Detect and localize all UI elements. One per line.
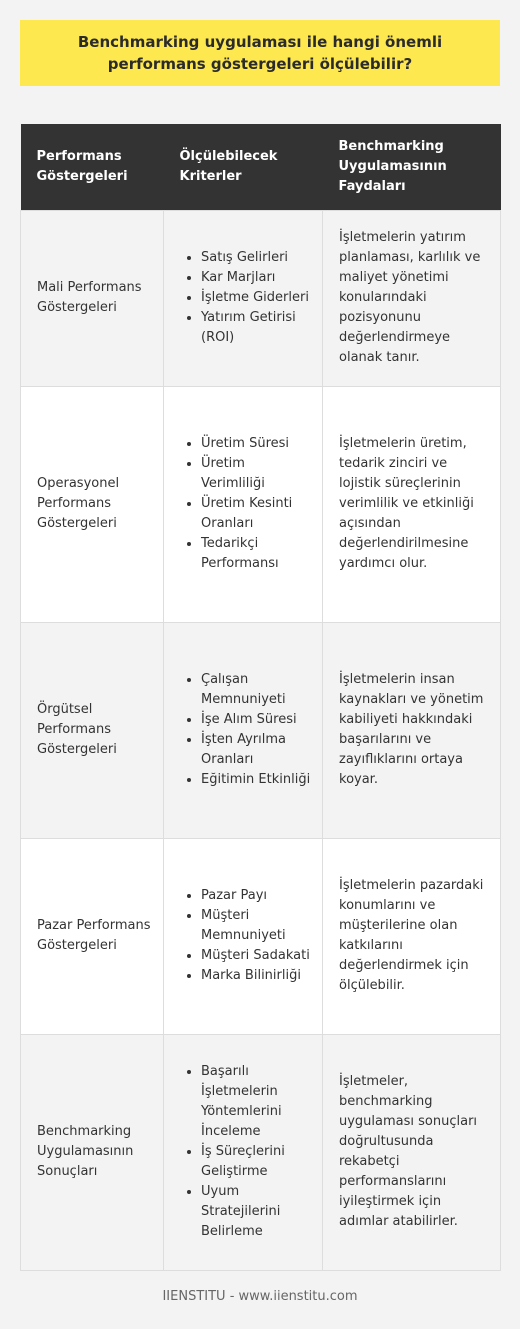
table-row	[21, 622, 501, 838]
list-item: Üretim Süresi	[201, 434, 312, 454]
criteria-list	[180, 434, 312, 574]
list-item: Pazar Payı	[201, 886, 312, 906]
list-item: İşe Alım Süresi	[201, 710, 312, 730]
list-item: Yatırım Getirisi (ROI)	[201, 308, 312, 348]
list-item: Eğitimin Etkinliği	[201, 770, 312, 790]
list-item: İş Süreçlerini Geliştirme	[201, 1142, 312, 1182]
header-criteria: Ölçülebilecek Kriterler	[164, 124, 323, 210]
indicator-cell: Operasyonel Performans Göstergeleri	[21, 386, 164, 622]
list-item: Çalışan Memnuniyeti	[201, 670, 312, 710]
benefit-cell: İşletmelerin pazardaki konumlarını ve müşterilerine olan katkılarını değerlendirmek için ölçülebilir.	[323, 838, 501, 1034]
list-item: Üretim Kesinti Oranları	[201, 494, 312, 534]
benefit-cell: İşletmelerin yatırım planlaması, karlılık ve maliyet yönetimi konularındaki pozisyonunu değerlendirmeye olanak tanır.	[323, 210, 501, 386]
footer-credit: IIENSTITU - www.iienstitu.com	[162, 1289, 358, 1304]
criteria-list	[180, 248, 312, 348]
header-indicators: Performans Göstergeleri	[21, 124, 164, 210]
header-benefits: Benchmarking Uygulamasının Faydaları	[323, 124, 501, 210]
indicator-cell: Pazar Performans Göstergeleri	[21, 838, 164, 1034]
criteria-cell	[164, 838, 323, 1034]
criteria-cell	[164, 1034, 323, 1270]
page-title: Benchmarking uygulaması ile hangi önemli performans göstergeleri ölçülebilir?	[77, 33, 443, 73]
indicator-cell: Örgütsel Performans Göstergeleri	[21, 622, 164, 838]
table-row	[21, 1034, 501, 1270]
benefit-cell: İşletmeler, benchmarking uygulaması sonuçları doğrultusunda rekabetçi performanslarını iyileştirmek için adımlar atabilirler.	[323, 1034, 501, 1270]
table-header-row	[21, 124, 501, 210]
list-item: Başarılı İşletmelerin Yöntemlerini İnceleme	[201, 1062, 312, 1142]
criteria-list	[180, 1062, 312, 1242]
indicator-cell: Mali Performans Göstergeleri	[21, 210, 164, 386]
table-row	[21, 386, 501, 622]
criteria-cell	[164, 622, 323, 838]
title-banner	[20, 20, 500, 86]
criteria-cell	[164, 386, 323, 622]
list-item: Satış Gelirleri	[201, 248, 312, 268]
list-item: Müşteri Sadakati	[201, 946, 312, 966]
table-row	[21, 838, 501, 1034]
benefit-cell: İşletmelerin üretim, tedarik zinciri ve lojistik süreçlerinin verimlilik ve etkinliği açısından değerlendirilmesine yardımcı olur.	[323, 386, 501, 622]
criteria-list	[180, 886, 312, 986]
list-item: Uyum Stratejilerini Belirleme	[201, 1182, 312, 1242]
list-item: İşten Ayrılma Oranları	[201, 730, 312, 770]
list-item: Marka Bilinirliği	[201, 966, 312, 986]
criteria-list	[180, 670, 312, 790]
benefit-cell: İşletmelerin insan kaynakları ve yönetim kabiliyeti hakkındaki başarılarını ve zayıflıklarını ortaya koyar.	[323, 622, 501, 838]
list-item: İşletme Giderleri	[201, 288, 312, 308]
list-item: Kar Marjları	[201, 268, 312, 288]
table-row	[21, 210, 501, 386]
criteria-cell	[164, 210, 323, 386]
list-item: Tedarikçi Performansı	[201, 534, 312, 574]
indicator-cell: Benchmarking Uygulamasının Sonuçları	[21, 1034, 164, 1270]
list-item: Müşteri Memnuniyeti	[201, 906, 312, 946]
list-item: Üretim Verimliliği	[201, 454, 312, 494]
kpi-table	[20, 124, 501, 1271]
